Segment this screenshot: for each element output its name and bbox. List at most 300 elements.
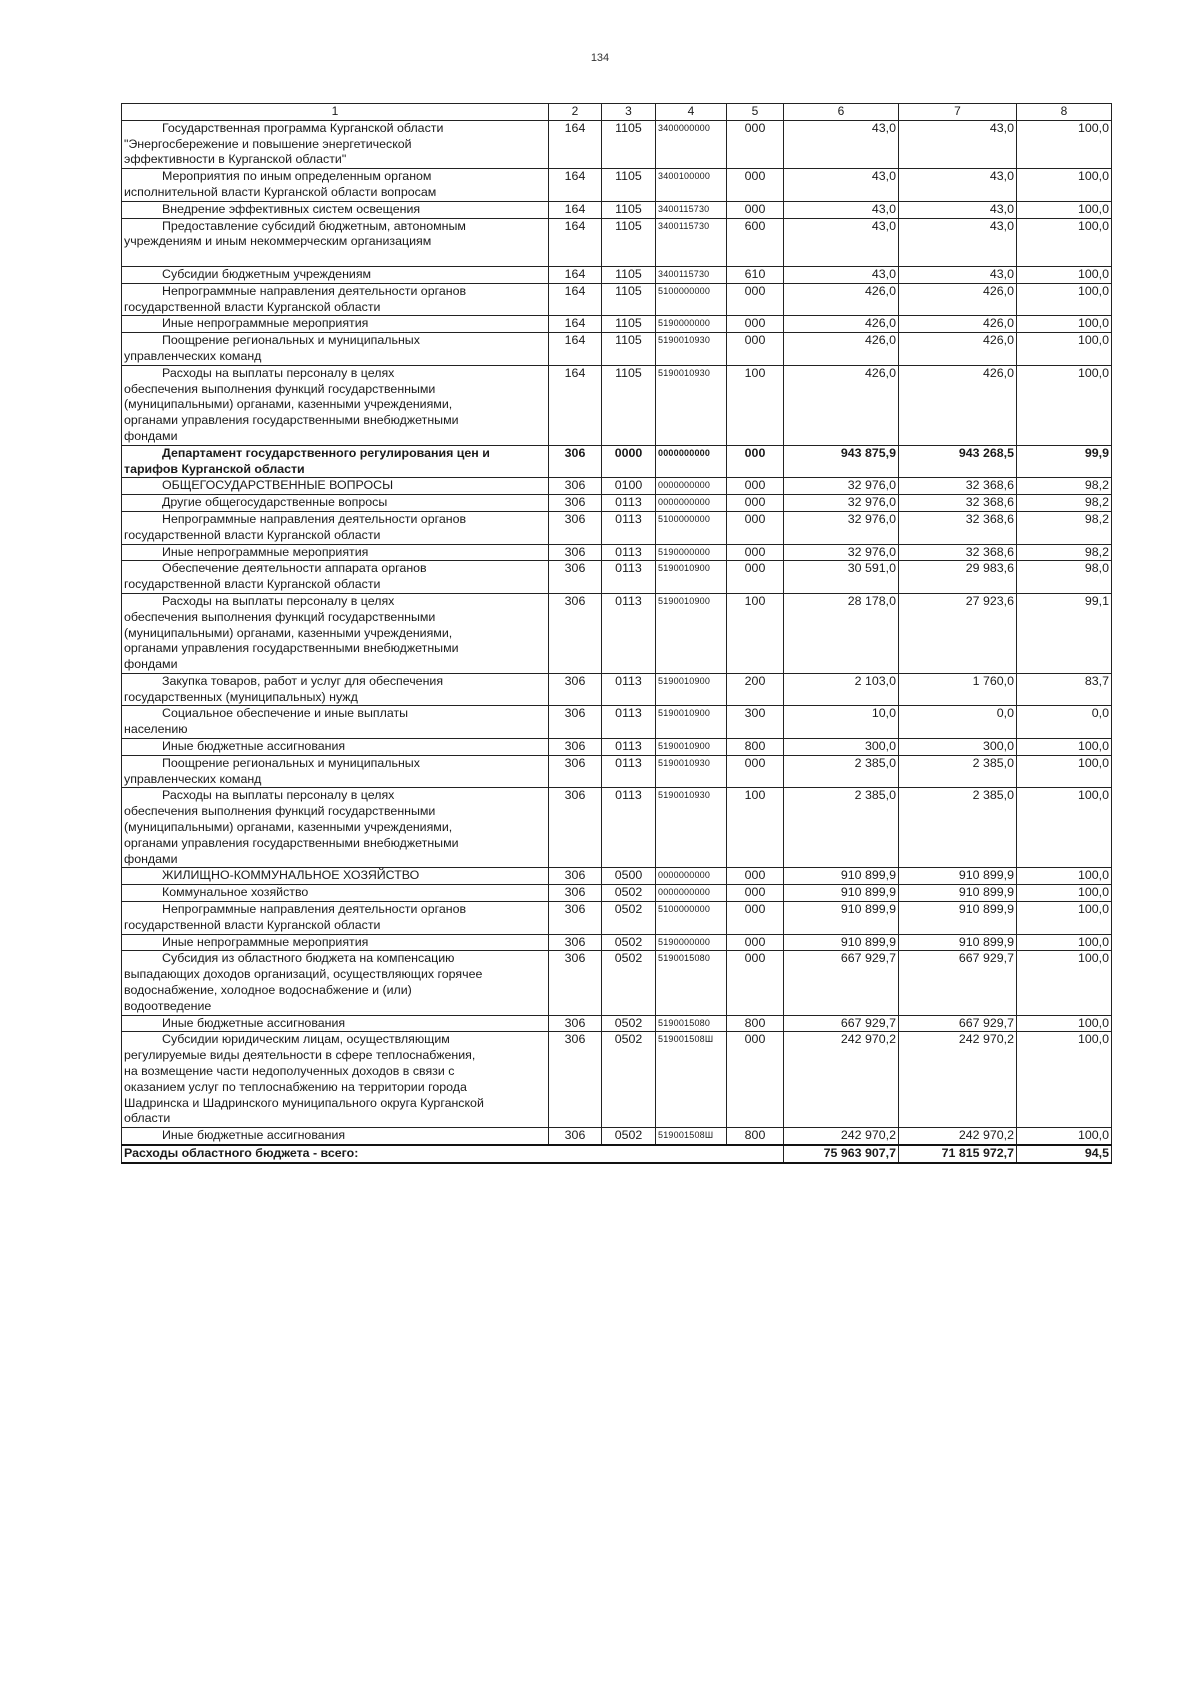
expense-name-line: Коммунальное хозяйство [162,885,309,900]
planned-amount: 32 976,0 [784,544,899,561]
table-row [122,868,1112,885]
expense-name [122,1032,549,1128]
expense-name-line: Субсидии бюджетным учреждениям [162,266,372,281]
actual-amount: 910 899,9 [899,934,1017,951]
section-code: 0502 [602,1032,656,1128]
expense-type-code: 000 [727,934,784,951]
admin-code: 306 [549,1015,602,1032]
expense-name-line: государственной власти Курганской области [124,577,381,592]
execution-percent: 98,0 [1017,561,1112,594]
expense-name-line: населению [124,722,188,737]
actual-amount: 27 923,6 [899,593,1017,673]
page-number: 134 [590,52,610,64]
admin-code: 306 [549,593,602,673]
expense-name [122,673,549,706]
section-code: 1105 [602,120,656,168]
expense-name [122,266,549,283]
planned-amount: 426,0 [784,365,899,445]
expense-name [122,868,549,885]
expense-name [122,755,549,788]
admin-code: 306 [549,739,602,756]
admin-code: 306 [549,706,602,739]
expense-name-line: Социальное обеспечение и иные выплаты [162,706,409,721]
table-row [122,706,1112,739]
expense-name-line: учреждениям и иным некоммерческим организациям [124,234,432,249]
execution-percent: 100,0 [1017,169,1112,202]
section-code: 1105 [602,201,656,218]
admin-code: 306 [549,755,602,788]
expense-type-code: 000 [727,445,784,478]
admin-code: 164 [549,218,602,266]
target-article-code: 0000000000 [656,445,727,478]
table-row [122,445,1112,478]
expense-name [122,495,549,512]
expense-name [122,1015,549,1032]
expense-type-code: 100 [727,788,784,868]
planned-amount: 667 929,7 [784,1015,899,1032]
target-article-code: 0000000000 [656,868,727,885]
target-article-code: 5190010900 [656,706,727,739]
expense-type-code: 000 [727,283,784,316]
expense-name [122,1128,549,1145]
total-percent: 94,5 [1017,1145,1112,1163]
expense-name [122,902,549,935]
expense-name-line: (муниципальными) органами, казенными учреждениями, [124,820,453,835]
execution-percent: 100,0 [1017,868,1112,885]
expense-name-line: (муниципальными) органами, казенными учреждениями, [124,625,453,640]
execution-percent: 98,2 [1017,544,1112,561]
expense-name-line: эффективности в Курганской области" [124,152,347,167]
execution-percent: 100,0 [1017,266,1112,283]
actual-amount: 426,0 [899,365,1017,445]
actual-amount: 426,0 [899,316,1017,333]
admin-code: 306 [549,511,602,544]
planned-amount: 300,0 [784,739,899,756]
actual-amount: 43,0 [899,218,1017,266]
planned-amount: 43,0 [784,201,899,218]
expense-name-line: исполнительной власти Курганской области вопросам [124,184,437,199]
expense-name-line: Шадринска и Шадринского муниципального округа Курганской [124,1095,484,1110]
expense-name [122,333,549,366]
expense-name [122,544,549,561]
expense-type-code: 000 [727,951,784,1015]
section-code: 0113 [602,511,656,544]
planned-amount: 667 929,7 [784,951,899,1015]
expense-name-line: Расходы на выплаты персоналу в целях [162,593,395,608]
expense-name-line: фондами [124,851,178,866]
header-cell: 6 [784,104,899,121]
expense-name-line: фондами [124,657,178,672]
expense-name [122,283,549,316]
actual-amount: 32 368,6 [899,478,1017,495]
total-actual: 71 815 972,7 [899,1145,1017,1163]
expense-name [122,478,549,495]
table-row [122,266,1112,283]
table-row [122,593,1112,673]
expense-name-line: Иные бюджетные ассигнования [162,739,346,754]
planned-amount: 32 976,0 [784,511,899,544]
table-row [122,934,1112,951]
admin-code: 306 [549,1032,602,1128]
target-article-code: 5190010930 [656,365,727,445]
admin-code: 306 [549,561,602,594]
actual-amount: 32 368,6 [899,495,1017,512]
expense-name-line: государственной власти Курганской области [124,527,381,542]
expense-name-line: управленческих команд [124,771,262,786]
admin-code: 306 [549,495,602,512]
total-row [122,1145,1112,1163]
execution-percent: 99,9 [1017,445,1112,478]
planned-amount: 426,0 [784,333,899,366]
expense-name-line: Иные непрограммные мероприятия [162,316,369,331]
actual-amount: 910 899,9 [899,868,1017,885]
actual-amount: 667 929,7 [899,951,1017,1015]
admin-code: 306 [549,1128,602,1145]
actual-amount: 32 368,6 [899,511,1017,544]
expense-type-code: 200 [727,673,784,706]
table-row [122,333,1112,366]
planned-amount: 30 591,0 [784,561,899,594]
expense-type-code: 000 [727,561,784,594]
admin-code: 164 [549,283,602,316]
planned-amount: 2 385,0 [784,755,899,788]
expense-name-line: органами управления государственными внебюджетными [124,835,459,850]
expense-type-code: 800 [727,1015,784,1032]
expense-name [122,120,549,168]
admin-code: 164 [549,169,602,202]
expense-name-line: Департамент государственного регулирования цен и [162,445,490,460]
table-row [122,544,1112,561]
table-row [122,885,1112,902]
actual-amount: 43,0 [899,266,1017,283]
execution-percent: 98,2 [1017,478,1112,495]
expense-type-code: 300 [727,706,784,739]
section-code: 0500 [602,868,656,885]
execution-percent: 100,0 [1017,333,1112,366]
planned-amount: 43,0 [784,120,899,168]
target-article-code: 5190010900 [656,561,727,594]
expense-name-line: Иные бюджетные ассигнования [162,1015,346,1030]
planned-amount: 910 899,9 [784,868,899,885]
target-article-code: 3400115730 [656,218,727,266]
table-row [122,673,1112,706]
expense-type-code: 000 [727,495,784,512]
expense-name-line: Субсидия из областного бюджета на компенсацию [162,951,455,966]
table-row [122,1128,1112,1145]
expense-type-code: 600 [727,218,784,266]
section-code: 1105 [602,169,656,202]
expense-name-line: выпадающих доходов организаций, осуществляющих горячее [124,967,483,982]
expense-name-line: органами управления государственными внебюджетными [124,413,459,428]
expense-name [122,739,549,756]
admin-code: 306 [549,544,602,561]
execution-percent: 100,0 [1017,1015,1112,1032]
section-code: 0113 [602,495,656,512]
expense-name-line: Поощрение региональных и муниципальных [162,755,420,770]
expense-name [122,951,549,1015]
execution-percent: 100,0 [1017,951,1112,1015]
admin-code: 306 [549,934,602,951]
column-number-header [122,104,1112,121]
target-article-code: 3400100000 [656,169,727,202]
execution-percent: 100,0 [1017,755,1112,788]
target-article-code: 5190015080 [656,1015,727,1032]
target-article-code: 0000000000 [656,495,727,512]
section-code: 0502 [602,1015,656,1032]
header-cell: 5 [727,104,784,121]
admin-code: 306 [549,885,602,902]
expense-name [122,445,549,478]
section-code: 0113 [602,673,656,706]
execution-percent: 100,0 [1017,1032,1112,1128]
planned-amount: 10,0 [784,706,899,739]
table-row [122,218,1112,266]
section-code: 0100 [602,478,656,495]
expense-name-line [124,250,546,266]
execution-percent: 98,2 [1017,511,1112,544]
expense-name-line: Субсидии юридическим лицам, осуществляющим [162,1032,450,1047]
expense-type-code: 000 [727,120,784,168]
planned-amount: 943 875,9 [784,445,899,478]
section-code: 0502 [602,1128,656,1145]
planned-amount: 43,0 [784,218,899,266]
expense-type-code: 000 [727,1032,784,1128]
planned-amount: 910 899,9 [784,902,899,935]
expense-type-code: 610 [727,266,784,283]
expense-name-line: тарифов Курганской области [124,461,305,476]
actual-amount: 43,0 [899,169,1017,202]
actual-amount: 300,0 [899,739,1017,756]
expense-name [122,316,549,333]
execution-percent: 100,0 [1017,788,1112,868]
target-article-code: 5190010930 [656,788,727,868]
expense-name-line: (муниципальными) органами, казенными учреждениями, [124,397,453,412]
table-row [122,316,1112,333]
table-row [122,951,1112,1015]
expense-name [122,706,549,739]
section-code: 0113 [602,561,656,594]
expense-type-code: 000 [727,868,784,885]
admin-code: 306 [549,902,602,935]
expense-name-line: области [124,1111,171,1126]
actual-amount: 242 970,2 [899,1128,1017,1145]
expense-name [122,593,549,673]
target-article-code: 3400115730 [656,201,727,218]
expense-name-line: Другие общегосударственные вопросы [162,495,388,510]
section-code: 1105 [602,283,656,316]
section-code: 0113 [602,739,656,756]
target-article-code: 5100000000 [656,902,727,935]
table-body [122,120,1112,1145]
expense-name [122,788,549,868]
expense-name [122,201,549,218]
section-code: 0113 [602,544,656,561]
expense-name-line: государственной власти Курганской области [124,917,381,932]
admin-code: 164 [549,333,602,366]
execution-percent: 100,0 [1017,120,1112,168]
expense-type-code: 000 [727,169,784,202]
expense-name-line: обеспечения выполнения функций государственными [124,609,436,624]
section-code: 0113 [602,788,656,868]
admin-code: 164 [549,365,602,445]
target-article-code: 519001508Ш [656,1128,727,1145]
actual-amount: 426,0 [899,283,1017,316]
expense-name-line: оказанием услуг по теплоснабжению на территории города [124,1079,467,1094]
expense-name-line: органами управления государственными внебюджетными [124,641,459,656]
expense-type-code: 000 [727,333,784,366]
total-label: Расходы областного бюджета - всего: [122,1145,784,1163]
total-plan: 75 963 907,7 [784,1145,899,1163]
execution-percent: 100,0 [1017,902,1112,935]
expense-name-line: водоснабжение, холодное водоснабжение и (или) [124,983,412,998]
target-article-code: 5190010930 [656,755,727,788]
actual-amount: 242 970,2 [899,1032,1017,1128]
planned-amount: 43,0 [784,169,899,202]
execution-percent: 100,0 [1017,934,1112,951]
section-code: 1105 [602,333,656,366]
expense-name-line: ОБЩЕГОСУДАРСТВЕННЫЕ ВОПРОСЫ [162,478,394,493]
expense-name [122,934,549,951]
admin-code: 306 [549,951,602,1015]
expense-name-line: Расходы на выплаты персоналу в целях [162,365,395,380]
planned-amount: 242 970,2 [784,1128,899,1145]
planned-amount: 2 385,0 [784,788,899,868]
expense-name-line: Непрограммные направления деятельности органов [162,283,467,298]
expense-name-line: регулируемые виды деятельности в сфере теплоснабжения, [124,1048,476,1063]
header-cell: 1 [122,104,549,121]
expense-name-line: обеспечения выполнения функций государственными [124,381,436,396]
expense-name-line: государственной власти Курганской области [124,299,381,314]
expense-name-line: обеспечения выполнения функций государственными [124,804,436,819]
expense-name-line: Непрограммные направления деятельности органов [162,902,467,917]
section-code: 1105 [602,365,656,445]
target-article-code: 0000000000 [656,885,727,902]
table-row [122,169,1112,202]
admin-code: 306 [549,868,602,885]
header-cell: 8 [1017,104,1112,121]
table-row [122,1015,1112,1032]
expense-name-line: Расходы на выплаты персоналу в целях [162,788,395,803]
target-article-code: 5190000000 [656,544,727,561]
section-code: 0113 [602,593,656,673]
section-code: 0502 [602,951,656,1015]
expense-name [122,561,549,594]
planned-amount: 242 970,2 [784,1032,899,1128]
expense-name-line: Обеспечение деятельности аппарата органов [162,561,427,576]
expense-type-code: 000 [727,755,784,788]
execution-percent: 100,0 [1017,1128,1112,1145]
target-article-code: 5190000000 [656,316,727,333]
expense-type-code: 000 [727,478,784,495]
expense-name [122,365,549,445]
expense-name-line: Иные непрограммные мероприятия [162,544,369,559]
actual-amount: 32 368,6 [899,544,1017,561]
expense-name-line: Внедрение эффективных систем освещения [162,201,421,216]
header-cell: 7 [899,104,1017,121]
actual-amount: 667 929,7 [899,1015,1017,1032]
header-cell: 3 [602,104,656,121]
actual-amount: 910 899,9 [899,885,1017,902]
planned-amount: 32 976,0 [784,495,899,512]
expense-name-line: фондами [124,428,178,443]
planned-amount: 28 178,0 [784,593,899,673]
expense-name-line: Закупка товаров, работ и услуг для обеспечения [162,673,444,688]
table-row [122,120,1112,168]
expense-name-line: Мероприятия по иным определенным органом [162,169,432,184]
table-row [122,561,1112,594]
planned-amount: 426,0 [784,316,899,333]
target-article-code: 3400000000 [656,120,727,168]
target-article-code: 5100000000 [656,511,727,544]
expense-type-code: 000 [727,316,784,333]
execution-percent: 98,2 [1017,495,1112,512]
execution-percent: 100,0 [1017,201,1112,218]
expense-name-line: государственных (муниципальных) нужд [124,689,358,704]
planned-amount: 2 103,0 [784,673,899,706]
expense-name-line: водоотведение [124,998,212,1013]
header-cell: 2 [549,104,602,121]
table-row [122,902,1112,935]
actual-amount: 43,0 [899,201,1017,218]
expense-name-line: на возмещение части недополученных доходов в связи с [124,1064,455,1079]
budget-table [121,103,1112,1164]
target-article-code: 5190010900 [656,673,727,706]
table-row [122,365,1112,445]
execution-percent: 100,0 [1017,283,1112,316]
section-code: 1105 [602,266,656,283]
expense-name-line: Иные бюджетные ассигнования [162,1128,346,1143]
actual-amount: 943 268,5 [899,445,1017,478]
actual-amount: 2 385,0 [899,788,1017,868]
expense-type-code: 100 [727,365,784,445]
section-code: 0113 [602,755,656,788]
execution-percent: 100,0 [1017,316,1112,333]
planned-amount: 910 899,9 [784,885,899,902]
target-article-code: 5190015080 [656,951,727,1015]
expense-type-code: 100 [727,593,784,673]
section-code: 1105 [602,316,656,333]
target-article-code: 5190010900 [656,593,727,673]
admin-code: 306 [549,478,602,495]
target-article-code: 5190010900 [656,739,727,756]
expense-type-code: 000 [727,902,784,935]
expense-type-code: 800 [727,1128,784,1145]
table-row [122,478,1112,495]
target-article-code: 5190000000 [656,934,727,951]
expense-type-code: 000 [727,511,784,544]
table-row [122,201,1112,218]
admin-code: 306 [549,445,602,478]
actual-amount: 0,0 [899,706,1017,739]
expense-type-code: 000 [727,201,784,218]
table-row [122,283,1112,316]
expense-name-line: "Энергосбережение и повышение энергетической [124,136,412,151]
target-article-code: 0000000000 [656,478,727,495]
expense-name-line: Государственная программа Курганской области [162,120,444,135]
expense-name [122,885,549,902]
expense-name-line: управленческих команд [124,348,262,363]
section-code: 0502 [602,902,656,935]
execution-percent: 100,0 [1017,739,1112,756]
execution-percent: 100,0 [1017,218,1112,266]
actual-amount: 426,0 [899,333,1017,366]
expense-name-line: ЖИЛИЩНО-КОММУНАЛЬНОЕ ХОЗЯЙСТВО [162,868,420,883]
actual-amount: 2 385,0 [899,755,1017,788]
planned-amount: 910 899,9 [784,934,899,951]
table-row [122,495,1112,512]
planned-amount: 43,0 [784,266,899,283]
execution-percent: 99,1 [1017,593,1112,673]
